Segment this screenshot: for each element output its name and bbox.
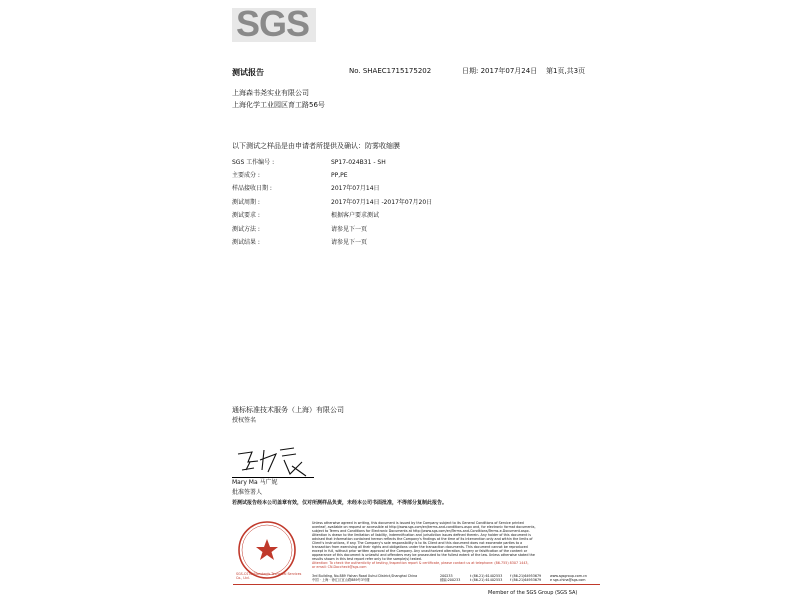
field-value-test-method: 请参见下一页 xyxy=(331,226,368,233)
disclaimer-line: except in full, without prior written approval of the Company. Any unauthorized alteration, forgery or falsification of the content or xyxy=(312,549,528,553)
field-value-composition: PP,PE xyxy=(331,172,348,179)
field-value-test-request: 根据客户要求测试 xyxy=(331,212,380,219)
field-label-job-no: SGS 工作编号 : xyxy=(232,159,275,166)
signatory-name: Mary Ma 马广妮 xyxy=(232,479,278,486)
disclaimer-line: Attention is drawn to the limitation of liability, indemnification and jurisdiction issues defined therein. Any holder of this document is xyxy=(312,533,532,537)
disclaimer-line: results shown in this test report refer only to the sample(s) tested. xyxy=(312,557,422,561)
footer-tel-cn: t (86-21) 61402553 xyxy=(470,578,503,582)
footer-address-en: 3rd Building, No.889 Yishan Road Xuhui District,Shanghai China xyxy=(312,574,418,578)
client-name: 上海森书尧实业有限公司 xyxy=(232,89,309,97)
field-label-test-method: 测试方法 : xyxy=(232,226,260,233)
authorized-signature-label: 授权签名 xyxy=(232,417,257,424)
report-number: No. SHAEC1715175202 xyxy=(349,67,432,75)
legal-disclaimer xyxy=(312,521,602,569)
footer-fax-cn: f (86-21)64953679 xyxy=(510,578,542,582)
disclaimer-line: appearance of this document is unlawful and offenders may be prosecuted to the fullest extent of the law. Unless otherwise stated the xyxy=(312,553,535,557)
field-value-test-result: 请参见下一页 xyxy=(331,239,368,246)
disclaimer-line: Client's instructions, if any. The Company's sole responsibility is to its Client and this document does not exonerate parties to a xyxy=(312,541,523,545)
client-address: 上海化学工业园区育工路56号 xyxy=(232,101,325,109)
handwritten-signature xyxy=(232,440,312,478)
validity-note: 若测试报告经本公司盖章有效，仅对所测样品负责，未经本公司书面批准，不得部分复制此报告。 xyxy=(232,500,448,506)
footer-address-cn: 中国 · 上海 · 徐汇区宜山路889号3号楼 xyxy=(312,578,370,582)
signature-line xyxy=(232,477,314,478)
footer-postcode-cn: 邮编:200233 xyxy=(440,578,461,582)
field-label-composition: 主要成分 : xyxy=(232,172,260,179)
field-value-receipt-date: 2017年07月14日 xyxy=(331,185,380,192)
footer-fax-en: f (86-21)64953679 xyxy=(510,574,542,578)
disclaimer-line: advised that information contained hereon reflects the Company's findings at the time of its intervention only and within the limits of xyxy=(312,537,533,541)
field-value-test-period: 2017年07月14日 -2017年07月20日 xyxy=(331,199,433,206)
field-label-test-period: 测试周期 : xyxy=(232,199,260,206)
seal-caption: SGS-CSTC Standards Technical Services Co., Ltd. xyxy=(236,572,302,580)
sgs-logo: SGS xyxy=(236,3,310,44)
signatory-role: 批准签署人 xyxy=(232,489,263,496)
report-title: 测试报告 xyxy=(232,68,264,77)
field-label-test-request: 测试要求 : xyxy=(232,212,260,219)
sgs-member-note: Member of the SGS Group (SGS SA) xyxy=(488,590,578,596)
field-value-job-no: SP17-024B31 - SH xyxy=(331,159,386,166)
disclaimer-line: Unless otherwise agreed in writing, this document is issued by the Company subject to its General Conditions of Service printed xyxy=(312,521,524,525)
footer-tel-en: t (86-21) 61402553 xyxy=(470,574,503,578)
footer-web-en: www.sgsgroup.com.cn xyxy=(550,574,587,578)
disclaimer-line: subject to Terms and Conditions for Electronic Documents at http://www.sgs.com/en/Terms-and-Conditions/Terms-e-Document.aspx. xyxy=(312,529,530,533)
field-label-test-result: 测试结果 : xyxy=(232,239,260,246)
attention-email: or email: CN.Doccheck@sgs.com xyxy=(312,565,367,569)
field-label-receipt-date: 样品接收日期 : xyxy=(232,185,272,192)
signatory-company: 通标标准技术服务（上海）有限公司 xyxy=(232,406,344,414)
footer-email-cn: e sgs.china@sgs.com xyxy=(550,578,586,582)
footer-postcode-en: 200233 xyxy=(440,574,453,578)
page-indicator: 第1页,共3页 xyxy=(546,67,586,75)
attention-line: Attention: To check the authenticity of testing /inspection report & certificate, please contact us at telephone: (86-755) 8307 1443, xyxy=(312,561,529,565)
sample-intro: 以下测试之样品是由申请者所提供及确认：防雾收缩膜 xyxy=(232,142,400,150)
disclaimer-line: transaction from exercising all their rights and obligations under the transaction documents. This document cannot be reproduced xyxy=(312,545,528,549)
footer-divider xyxy=(233,584,600,585)
report-date: 日期: 2017年07月24日 xyxy=(462,67,538,75)
disclaimer-line: overleaf, available on request or accessible at http://www.sgs.com/en/terms-and-conditions.aspx and, for electronic format documents, xyxy=(312,525,536,529)
